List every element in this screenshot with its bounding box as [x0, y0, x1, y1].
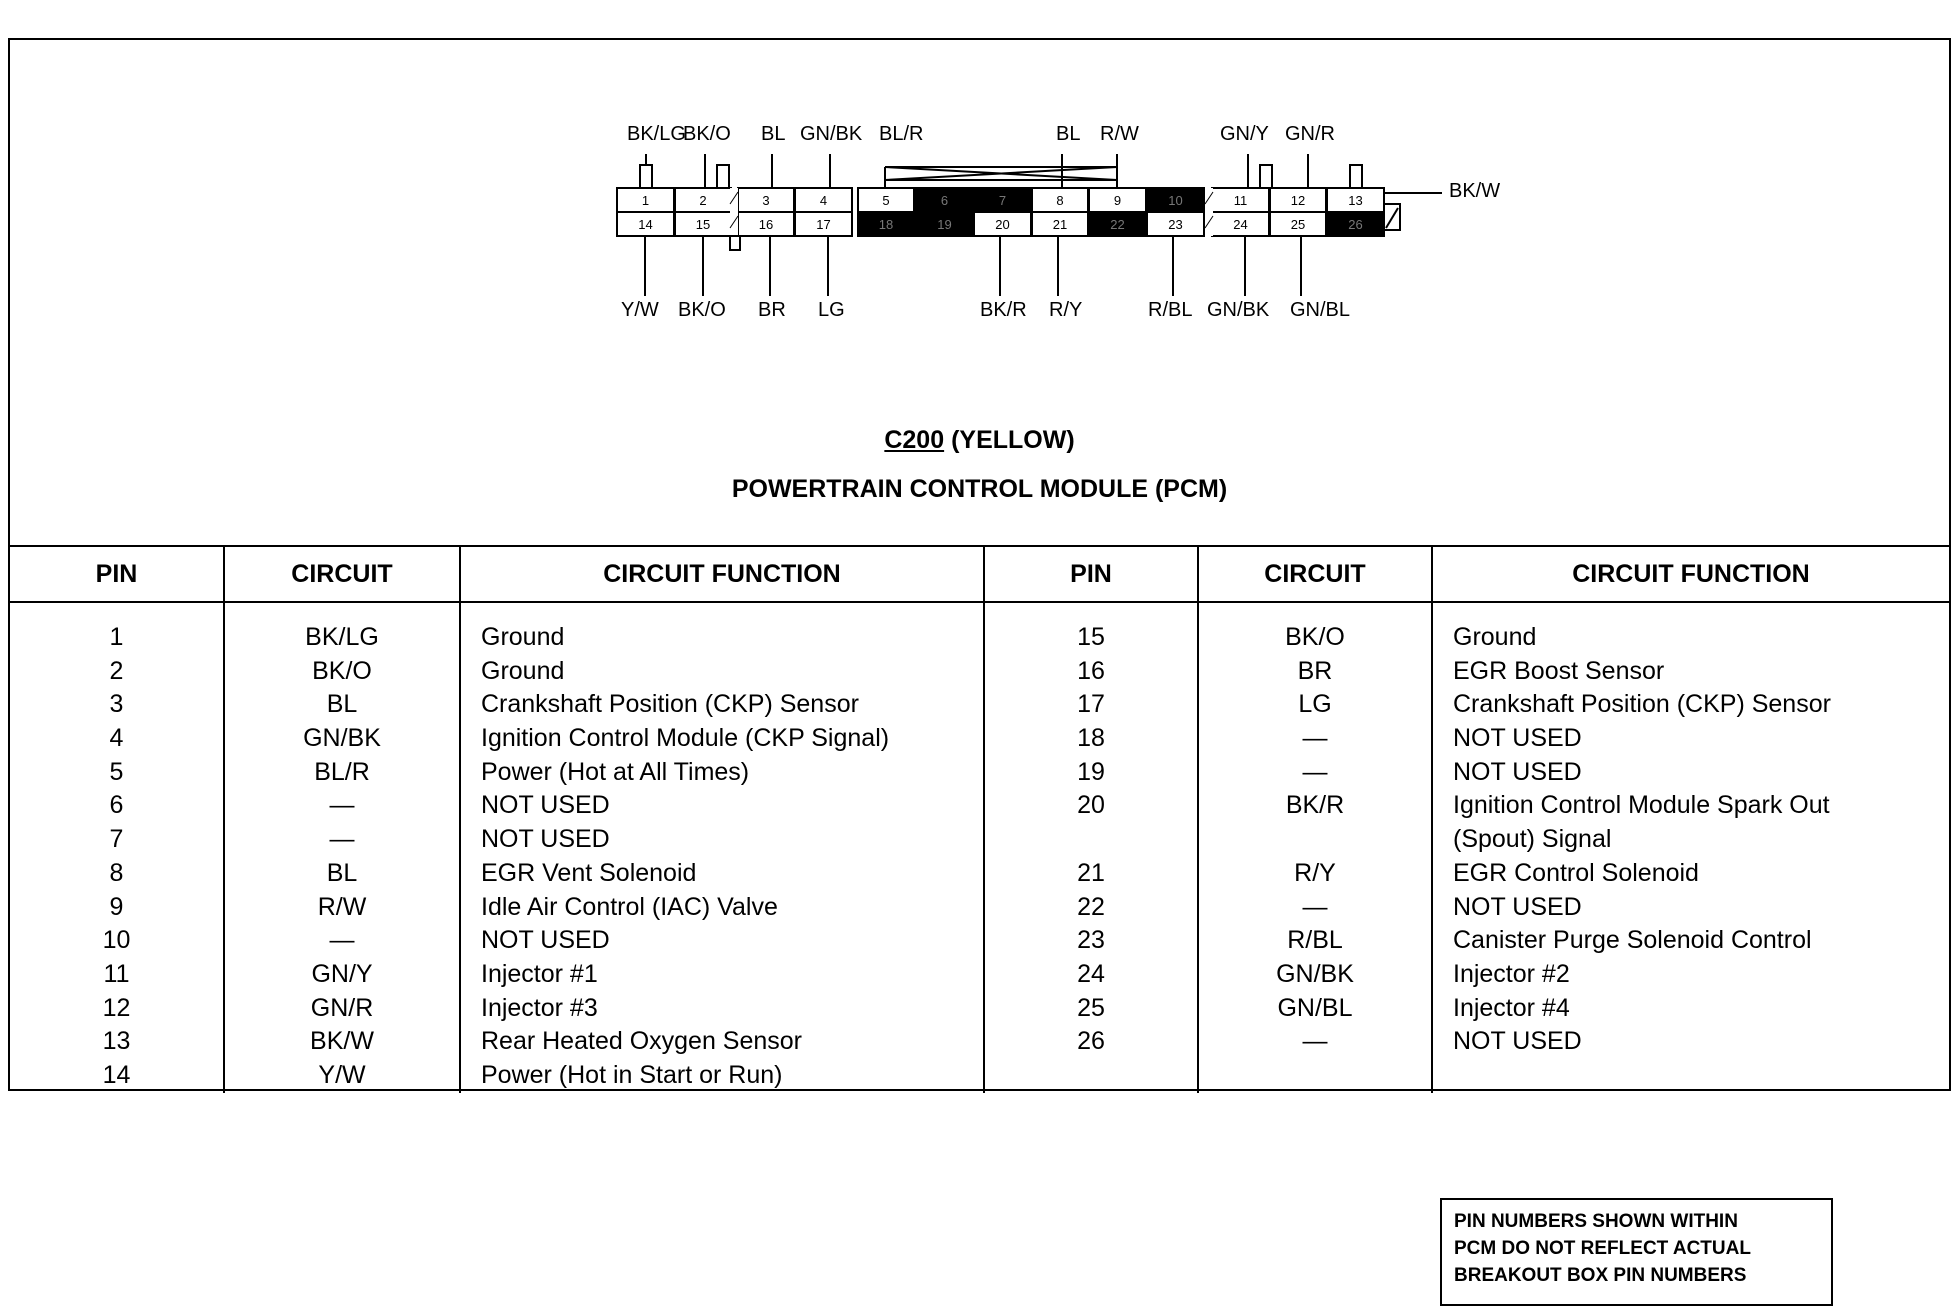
table-cell-function: (Spout) Signal: [1453, 825, 1612, 854]
table-cell-pin: 4: [109, 724, 124, 753]
table-cell-function: NOT USED: [1453, 892, 1582, 921]
table-cell-pin: 12: [102, 993, 131, 1022]
table-cell-function: NOT USED: [1453, 1027, 1582, 1056]
table-cell-pin: 24: [1077, 959, 1105, 988]
table-cell-circuit: —: [1302, 757, 1328, 786]
connector-pin-number: 26: [1348, 217, 1363, 232]
connector-pin-number: 16: [758, 217, 774, 232]
right-pin-column: [984, 602, 1198, 1093]
table-cell-function: Ignition Control Module (CKP Signal): [481, 724, 890, 753]
wire-label-side: BK/W: [1449, 180, 1501, 202]
wire-label-top: GN/R: [1285, 123, 1335, 145]
connector-area: [10, 40, 1949, 545]
table-cell-pin: 16: [1077, 656, 1105, 685]
connector-pin-number: 11: [1233, 193, 1248, 208]
table-cell-function: Crankshaft Position (CKP) Sensor: [481, 690, 859, 719]
table-cell-pin: 5: [109, 757, 124, 786]
table-cell-circuit: BL: [326, 858, 358, 887]
connector-pin-number: 3: [762, 193, 770, 208]
wire-label-top: R/W: [1100, 123, 1139, 145]
table-cell-circuit: BL/R: [314, 757, 370, 786]
wire-label-top: GN/Y: [1220, 123, 1269, 145]
connector-pin-number: 18: [878, 217, 894, 232]
table-cell-circuit: BR: [1297, 656, 1333, 685]
connector-pin-number: 21: [1052, 217, 1068, 232]
table-cell-function: Ground: [1453, 623, 1537, 651]
note-box: [1440, 1198, 1833, 1306]
table-cell-pin: 15: [1077, 623, 1105, 651]
connector-pin-number: 6: [940, 193, 949, 208]
table-cell-pin: 7: [109, 825, 124, 854]
table-cell-circuit: BK/W: [310, 1027, 374, 1056]
table-cell-function: Crankshaft Position (CKP) Sensor: [1453, 690, 1831, 719]
connector-pin-number: 20: [995, 217, 1010, 232]
table-body-row: [10, 602, 1949, 1093]
table-cell-pin: 25: [1077, 993, 1105, 1022]
table-cell-circuit: BL: [326, 690, 358, 719]
connector-pin-number: 13: [1348, 193, 1363, 208]
connector-pin-number: 14: [638, 217, 653, 232]
table-cell-pin: 8: [109, 858, 124, 887]
wire-label-bottom: BR: [758, 299, 786, 321]
table-cell-circuit: R/BL: [1287, 926, 1343, 955]
table-cell-circuit: BK/O: [1285, 623, 1345, 651]
connector-pin-number: 22: [1110, 217, 1125, 232]
wire-label-bottom: R/Y: [1049, 299, 1083, 321]
table-cell-circuit: —: [1302, 892, 1328, 921]
connector-pin-number: 23: [1168, 217, 1183, 232]
wire-label-top: BK/LG: [627, 123, 686, 145]
connector-title: [10, 426, 1949, 455]
table-cell-function: EGR Control Solenoid: [1453, 858, 1699, 887]
connector-pin-number: 17: [816, 217, 831, 232]
wire-label-bottom: BK/O: [678, 299, 726, 321]
table-cell-pin: 23: [1077, 926, 1105, 955]
wire-label-top: GN/BK: [800, 123, 863, 145]
table-cell-pin: 13: [102, 1027, 131, 1056]
table-header-row: [10, 546, 1949, 602]
table-cell-function: Idle Air Control (IAC) Valve: [481, 892, 778, 921]
table-cell-pin: 6: [109, 791, 124, 820]
connector-pin-number: 5: [882, 193, 890, 208]
connector-id: C200: [884, 426, 945, 454]
left-pin-column: [10, 602, 224, 1093]
column-header: PIN: [984, 546, 1198, 602]
table-cell-pin: 22: [1077, 892, 1105, 921]
connector-pin-number: 7: [998, 193, 1007, 208]
column-header: PIN: [10, 546, 224, 602]
table-cell-function: Ignition Control Module Spark Out: [1453, 791, 1830, 820]
connector-pin-number: 15: [695, 217, 711, 232]
table-cell-circuit: BK/LG: [305, 623, 379, 651]
connector-pin-number: 4: [819, 193, 828, 208]
table-cell-function: EGR Vent Solenoid: [481, 858, 697, 887]
table-cell-circuit: —: [329, 825, 355, 854]
wire-label-top: BK/O: [683, 123, 731, 145]
connector-diagram: [10, 40, 1949, 545]
table-cell-pin: 26: [1077, 1027, 1105, 1056]
right-function-column: [1432, 602, 1949, 1093]
connector-name: POWERTRAIN CONTROL MODULE (PCM): [731, 475, 1228, 503]
table-cell-pin: 21: [1077, 858, 1105, 887]
connector-color: (YELLOW): [951, 426, 1075, 454]
table-cell-pin: 2: [109, 656, 124, 685]
table-cell-pin: 19: [1077, 757, 1105, 786]
table-cell-circuit: GN/BK: [1276, 959, 1354, 988]
table-cell-circuit: —: [1302, 1027, 1328, 1056]
table-cell-function: Canister Purge Solenoid Control: [1453, 926, 1812, 955]
wire-label-bottom: GN/BK: [1207, 299, 1270, 321]
wire-label-bottom: BK/R: [980, 299, 1027, 321]
table-cell-function: Power (Hot at All Times): [481, 757, 750, 786]
connector-pin-number: 2: [699, 193, 707, 208]
table-cell-circuit: LG: [1298, 690, 1332, 719]
table-cell-function: Power (Hot in Start or Run): [481, 1060, 783, 1089]
table-cell-circuit: R/Y: [1294, 858, 1336, 887]
table-cell-circuit: BK/R: [1285, 791, 1345, 820]
table-cell-function: Injector #3: [481, 993, 598, 1022]
table-cell-function: Rear Heated Oxygen Sensor: [481, 1027, 803, 1056]
note-line: PIN NUMBERS SHOWN WITHIN: [1454, 1211, 1738, 1232]
table-cell-function: NOT USED: [481, 926, 610, 955]
table-cell-function: Ground: [481, 656, 565, 685]
diagram-frame: [8, 38, 1951, 1091]
pin-table: [10, 545, 1949, 1093]
table-cell-circuit: —: [329, 791, 355, 820]
table-cell-pin: 10: [102, 926, 131, 955]
table-cell-function: NOT USED: [481, 825, 610, 854]
table-cell-pin: 14: [102, 1060, 131, 1089]
connector-pin-number: 25: [1290, 217, 1306, 232]
wire-label-bottom: LG: [818, 299, 845, 321]
column-header: CIRCUIT: [1198, 546, 1432, 602]
table-cell-pin: 20: [1077, 791, 1105, 820]
table-cell-circuit: [1199, 823, 1431, 857]
table-cell-circuit: Y/W: [318, 1060, 366, 1089]
wire-label-top: BL: [761, 123, 786, 145]
connector-pin-number: 24: [1233, 217, 1248, 232]
left-function-column: [460, 602, 984, 1093]
column-header: CIRCUIT FUNCTION: [1432, 546, 1949, 602]
connector-pin-number: 9: [1113, 193, 1122, 208]
table-cell-function: EGR Boost Sensor: [1453, 656, 1665, 685]
table-cell-pin: 1: [109, 623, 124, 651]
left-circuit-column: [224, 602, 460, 1093]
table-cell-pin: 11: [103, 959, 130, 988]
wire-label-bottom: Y/W: [621, 299, 659, 321]
table-cell-circuit: GN/BK: [303, 724, 381, 753]
table-cell-circuit: —: [1302, 724, 1328, 753]
wire-label-top: BL/R: [879, 123, 924, 145]
table-cell-function: Ground: [481, 623, 565, 651]
table-cell-circuit: R/W: [317, 892, 367, 921]
note-line: BREAKOUT BOX PIN NUMBERS: [1454, 1265, 1747, 1286]
table-cell-circuit: —: [329, 926, 355, 955]
table-cell-function: Injector #1: [481, 959, 598, 988]
table-cell-circuit: BK/O: [312, 656, 372, 685]
wire-label-bottom: R/BL: [1148, 299, 1193, 321]
table-cell-pin: 9: [109, 892, 124, 921]
connector-pin-number: 12: [1290, 193, 1306, 208]
table-cell-function: NOT USED: [481, 791, 610, 820]
table-cell-function: NOT USED: [1453, 757, 1582, 786]
column-header: CIRCUIT FUNCTION: [460, 546, 984, 602]
table-cell-pin: 18: [1077, 724, 1105, 753]
connector-pin-number: 19: [937, 217, 952, 232]
wire-label-bottom: GN/BL: [1290, 299, 1351, 321]
connector-pin-number: 8: [1056, 193, 1064, 208]
table-cell-circuit: GN/BL: [1277, 993, 1353, 1022]
column-header: CIRCUIT: [224, 546, 460, 602]
table-cell-function: Injector #4: [1453, 993, 1570, 1022]
table-cell-function: NOT USED: [1453, 724, 1582, 753]
table-cell-pin: 17: [1077, 690, 1105, 719]
table-cell-pin: 3: [109, 690, 124, 719]
wire-label-top: BL: [1056, 123, 1081, 145]
connector-pin-number: 1: [641, 193, 650, 208]
table-cell-circuit: GN/Y: [311, 959, 373, 988]
connector-pin-number: 10: [1168, 193, 1183, 208]
table-cell-pin: [985, 823, 1197, 857]
note-line: PCM DO NOT REFLECT ACTUAL: [1454, 1238, 1751, 1259]
right-circuit-column: [1198, 602, 1432, 1093]
table-cell-circuit: GN/R: [310, 993, 374, 1022]
table-cell-function: Injector #2: [1453, 959, 1570, 988]
